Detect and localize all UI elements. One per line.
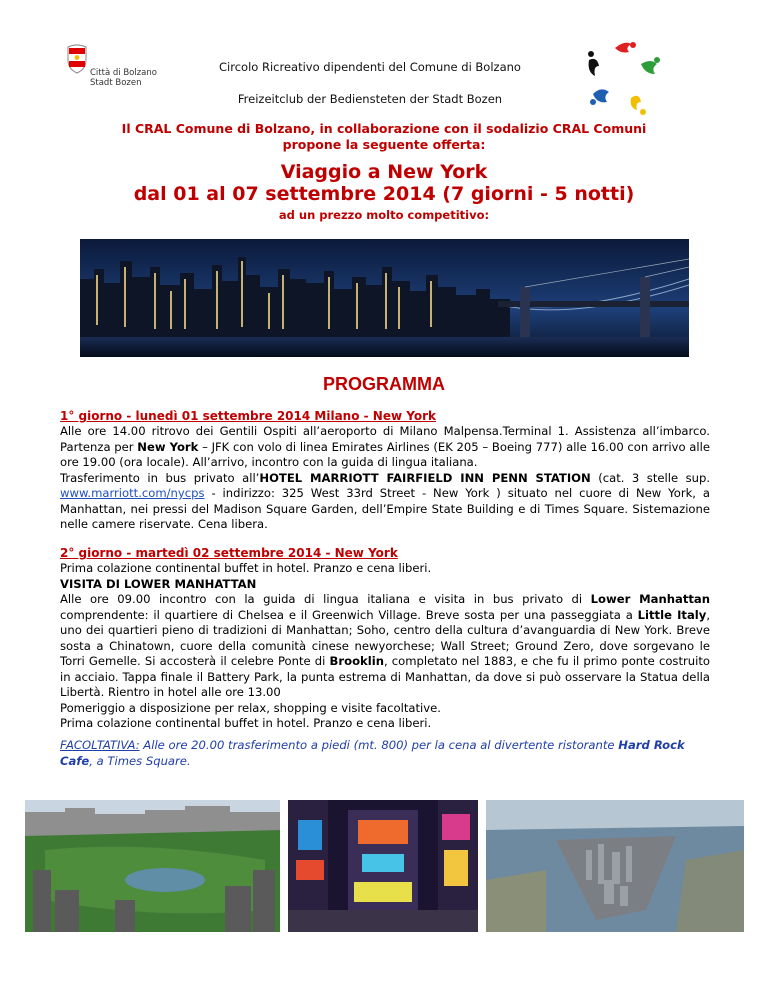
day2-visit-title: VISITA DI LOWER MANHATTAN: [60, 576, 257, 591]
optional-text-a: Alle ore 20.00 trasferimento a piedi (mt. 800) per la cena al divertente ristorante: [139, 738, 619, 752]
day2-line-4: Prima colazione continental buffet in hotel. Pranzo e cena liberi.: [60, 716, 432, 730]
day2-text-c: comprendente: il quartiere di Chelsea e il Greenwich Village. Breve sosta per una passeggiata a: [60, 607, 638, 622]
day2-line-2: [60, 577, 710, 593]
day2-text-f: Brooklin: [329, 654, 384, 668]
day2-text-d: Little Italy: [637, 607, 707, 622]
day2-line-1: Prima colazione continental buffet in hotel. Pranzo e cena liberi.: [60, 561, 432, 575]
optional-label: FACOLTATIVA:: [60, 738, 140, 752]
trip-title: Viaggio a New York: [280, 161, 488, 183]
offer-intro-line1: Il CRAL Comune di Bolzano, in collaborazione con il sodalizio CRAL Comuni: [121, 121, 647, 136]
times-square-photo: [288, 800, 478, 932]
manhattan-aerial-photo: [486, 800, 744, 932]
day1-paragraph-1: [60, 424, 710, 471]
trip-dates: dal 01 al 07 settembre 2014 (7 giorni - 5 notti): [133, 183, 635, 205]
day1-text-e: (cat. 3 stelle sup.: [590, 470, 711, 485]
offer-intro-line2: propone la seguente offerta:: [282, 137, 486, 152]
day1-heading: 1° giorno - lunedì 01 settembre 2014 Milano - New York: [60, 409, 436, 423]
day2-text-b: Lower Manhattan: [590, 592, 710, 606]
trip-subtitle: ad un prezzo molto competitivo:: [278, 208, 490, 222]
day1-text-b: New York: [137, 439, 199, 454]
optional-activity: [60, 738, 710, 769]
city-name-de: Stadt Bozen: [90, 78, 142, 88]
city-shield-icon: [66, 44, 88, 74]
header-line-it: Circolo Ricreativo dipendenti del Comune di Bolzano: [219, 60, 521, 74]
day2-text-e: , uno dei quartieri pieno di tradizioni di Manhattan; Soho, centro della cultura d’avanguardia di New York. Breve sosta a Chinatown, cuore della comunità cinese newyorchese; Wall Street; Ground Zero, dove sorgevano le Torri Gemelle. Si accosterà il celebre Ponte di: [60, 607, 711, 668]
day2-text: [60, 561, 710, 732]
day2-line-3: Pomeriggio a disposizione per relax, shopping e visite facoltative.: [60, 700, 441, 715]
day2-text-a: Alle ore 09.00 incontro con la guida di lingua italiana e visita in bus privato di: [60, 592, 591, 606]
day1-text-d: Trasferimento in bus privato all’: [60, 470, 260, 485]
central-park-photo: [25, 800, 280, 932]
city-name-it: Città di Bolzano: [90, 68, 157, 78]
hotel-name: HOTEL MARRIOTT FAIRFIELD INN PENN STATION: [259, 470, 591, 485]
day2-heading: 2° giorno - martedì 02 settembre 2014 - New York: [60, 546, 398, 560]
header-line-de: Freizeitclub der Bediensteten der Stadt Bozen: [237, 92, 503, 106]
new-york-skyline-image: [80, 239, 689, 357]
optional-text-b: Hard Rock Cafe: [60, 738, 685, 768]
day2-text-g: , completato nel 1883, e che fu il primo ponte costruito in acciaio. Tappa finale il Battery Park, la punta estrema di Manhattan, da dove si può osservare la Statua della Libertà. Rientro in hotel alle ore 13.00: [60, 654, 710, 699]
day1-text: [60, 424, 710, 533]
day1-text-f: - indirizzo: 325 West 33rd Street - New York ) situato nel cuore di New York, a Manhattan, nei pressi del Madison Square Garden, dell’Empire State Building e di Times Square. Sistemazione nelle camere riservate. Cena libera.: [60, 486, 710, 531]
programma-heading: PROGRAMMA: [323, 374, 445, 394]
marriott-link[interactable]: www.marriott.com/nycps: [60, 486, 205, 500]
day2-paragraph: [60, 592, 710, 701]
day1-text-c: – JFK con volo di linea Emirates Airlines (EK 205 – Boeing 777) alle 16.00 con arrivo alle ore 19.00 (ora locale). All’arrivo, incontro con la guida di lingua italiana.: [60, 439, 710, 469]
offer-intro: [60, 121, 708, 153]
day1-text-a: Alle ore 14.00 ritrovo dei Gentili Ospiti all’aeroporto di Milano Malpensa.Terminal 1. Assistenza all’imbarco. Partenza per: [60, 424, 710, 454]
cral-logo-icon: [585, 40, 663, 118]
day1-paragraph-2: [60, 471, 710, 533]
optional-text-c: , a Times Square.: [89, 753, 191, 768]
